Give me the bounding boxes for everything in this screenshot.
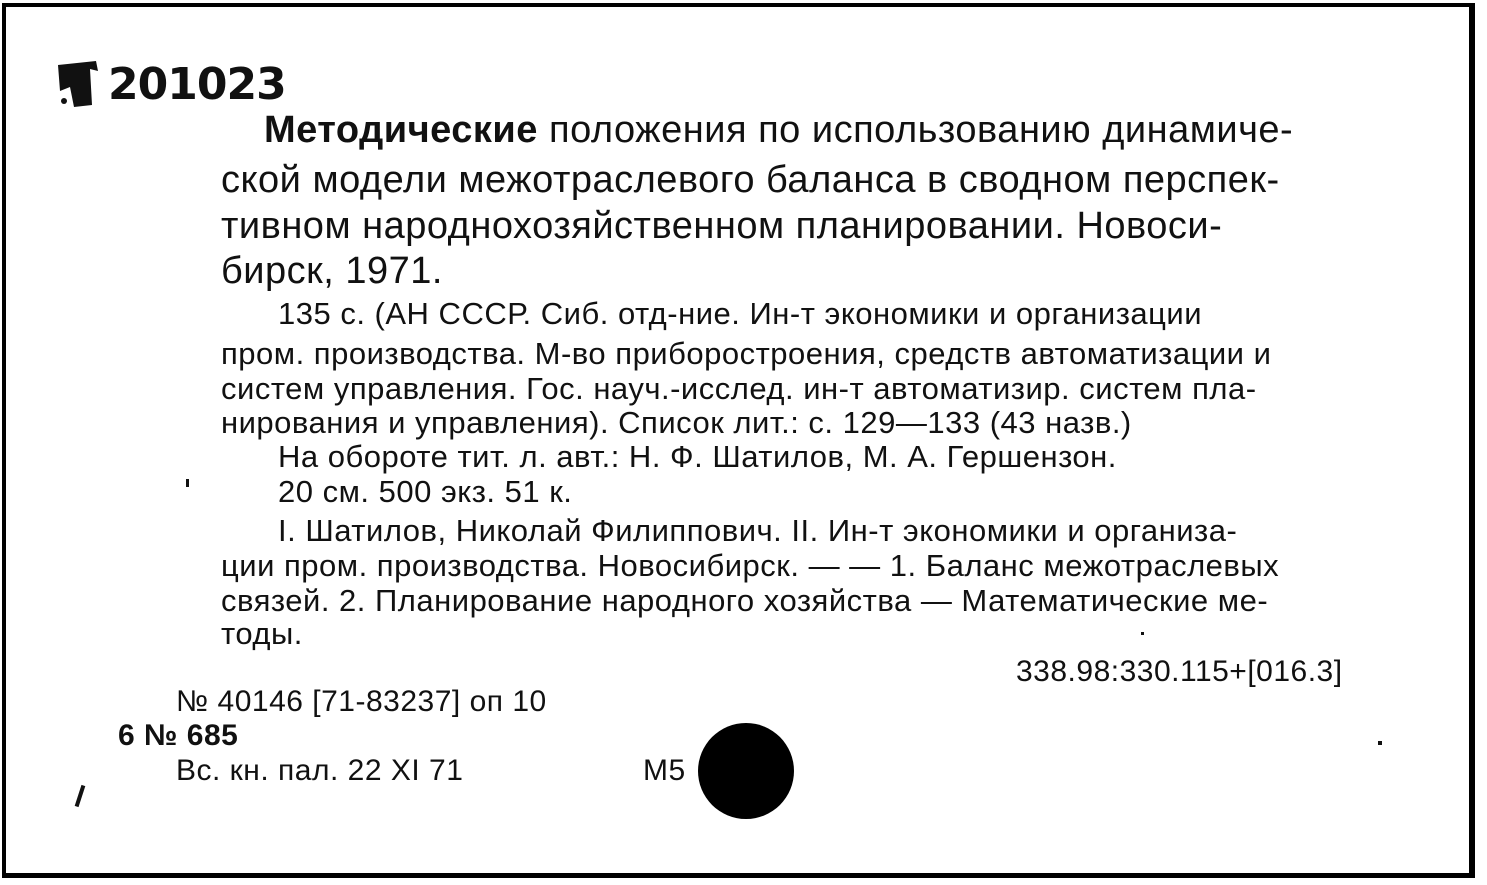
classification: 338.98:330.115+[016.3] (1016, 655, 1343, 688)
title-line-2: ской модели межотраслевого баланса в сводном перспек- (221, 159, 1280, 201)
inventory-stamp (52, 57, 286, 110)
tracing-line-4: тоды. (221, 616, 303, 651)
physical-line-3: систем управления. Гос. науч.-исслед. ин-т автоматизир. систем пла- (221, 371, 1257, 406)
code-label: М5 (643, 754, 686, 787)
authors-note: На обороте тит. л. авт.: Н. Ф. Шатилов, М. А. Гершензон. (278, 439, 1117, 474)
title-line-3: тивном народнохозяйственном планировании. Новоси- (221, 205, 1223, 247)
record-number: № 40146 [71-83237] оп 10 (176, 685, 547, 718)
physical-line-4: нирования и управления). Список лит.: с. 129—133 (43 назв.) (221, 405, 1132, 440)
copy-number: 6 № 685 (118, 719, 239, 752)
title-line-1-rest: положения по использованию динамиче- (537, 109, 1294, 151)
ink-blot (698, 723, 794, 819)
stamp-mark-icon (52, 57, 102, 109)
physical-line-2: пром. производства. М-во приборостроения, средств автоматизации и (221, 336, 1272, 371)
speck (1141, 632, 1144, 635)
speck (1378, 741, 1382, 745)
catalog-card (2, 3, 1475, 878)
speck (186, 479, 189, 487)
tracing-line-3: связей. 2. Планирование народного хозяйства — Математические ме- (221, 583, 1269, 618)
stamp-number: 201023 (108, 59, 286, 110)
tracing-line-1: I. Шатилов, Николай Филиппович. II. Ин-т экономики и организа- (278, 513, 1238, 548)
date-line: Вс. кн. пал. 22 XI 71 (176, 754, 464, 787)
title-line-4: бирск, 1971. (221, 250, 443, 292)
size-line: 20 см. 500 экз. 51 к. (278, 474, 573, 509)
physical-line-1: 135 с. (АН СССР. Сиб. отд-ние. Ин-т экономики и организации (278, 296, 1203, 331)
tracing-line-2: ции пром. производства. Новосибирск. — — 1. Баланс межотраслевых (221, 548, 1280, 583)
speck (75, 785, 86, 807)
title-bold-lead: Методические (264, 109, 538, 151)
title-line-1 (264, 109, 1293, 152)
